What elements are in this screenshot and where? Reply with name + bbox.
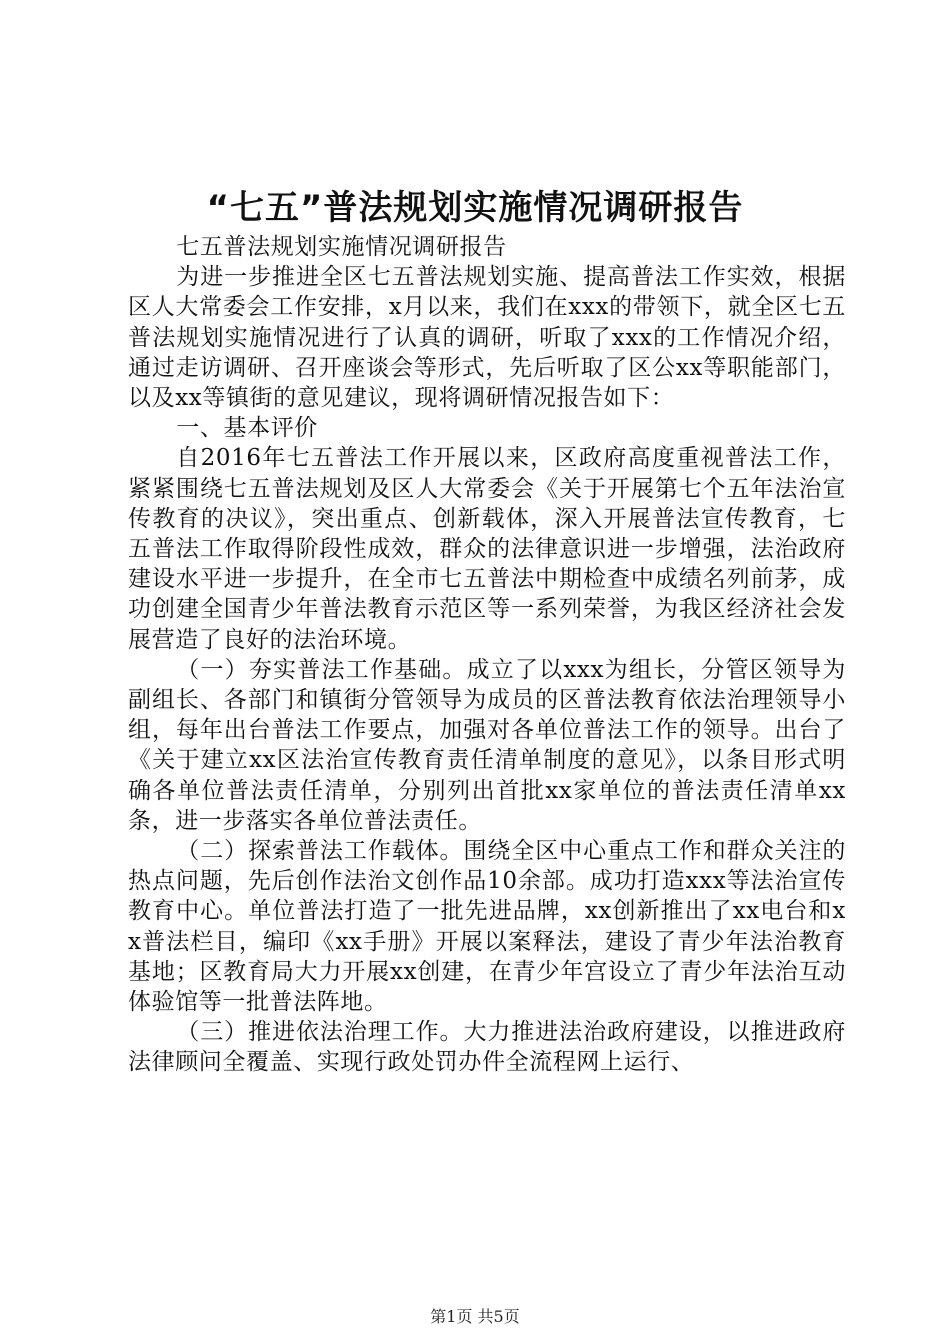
page-footer: 第1页 共5页 (430, 1307, 520, 1326)
subtitle-paragraph: 七五普法规划实施情况调研报告 (176, 234, 507, 260)
document-body (128, 232, 846, 1078)
item-3-paragraph: （三）推进依法治理工作。大力推进法治政府建设，以推进政府法律顾问全覆盖、实现行政处罚办件全流程网上运行、 (128, 1019, 846, 1076)
section-heading: 一、基本评价 (176, 415, 318, 442)
evaluation-paragraph: 自2016年七五普法工作开展以来，区政府高度重视普法工作，紧紧围绕七五普法规划及区人大常委会《关于开展第七个五年法治宣传教育的决议》，突出重点、创新载体，深入开展普法宣传教育，七五普法工作取得阶段性成效，群众的法律意识进一步增强，法治政府建设水平进一步提升，在全市七五普法中期检查中成绩名列前茅，成功创建全国青少年普法教育示范区等一系列荣誉，为我区经济社会发展营造了良好的法治环境。 (128, 445, 846, 653)
intro-paragraph: 为进一步推进全区七五普法规划实施、提高普法工作实效，根据区人大常委会工作安排，x月以来，我们在xxx的带领下，就全区七五普法规划实施情况进行了认真的调研，听取了xxx的工作情况介绍，通过走访调研、召开座谈会等形式，先后听取了区公xx等职能部门，以及xx等镇街的意见建议，现将调研情况报告如下： (128, 264, 846, 412)
document-title: “七五”普法规划实施情况调研报告 (206, 188, 744, 228)
item-2-paragraph: （二）探索普法工作载体。围绕全区中心重点工作和群众关注的热点问题，先后创作法治文创作品10余部。成功打造xxx等法治宣传教育中心。单位普法打造了一批先进品牌，xx创新推出了xx电台和xx普法栏目，编印《xx手册》开展以案释法，建设了青少年法治教育基地；区教育局大力开展xx创建，在青少年宫设立了青少年法治互动体验馆等一批普法阵地。 (128, 838, 846, 1016)
item-1-paragraph: （一）夯实普法工作基础。成立了以xxx为组长，分管区领导为副组长、各部门和镇街分管领导为成员的区普法教育依法治理领导小组，每年出台普法工作要点，加强对各单位普法工作的领导。出台了《关于建立xx区法治宣传教育责任清单制度的意见》，以条目形式明确各单位普法责任清单，分别列出首批xx家单位的普法责任清单xx条，进一步落实各单位普法责任。 (128, 656, 846, 834)
